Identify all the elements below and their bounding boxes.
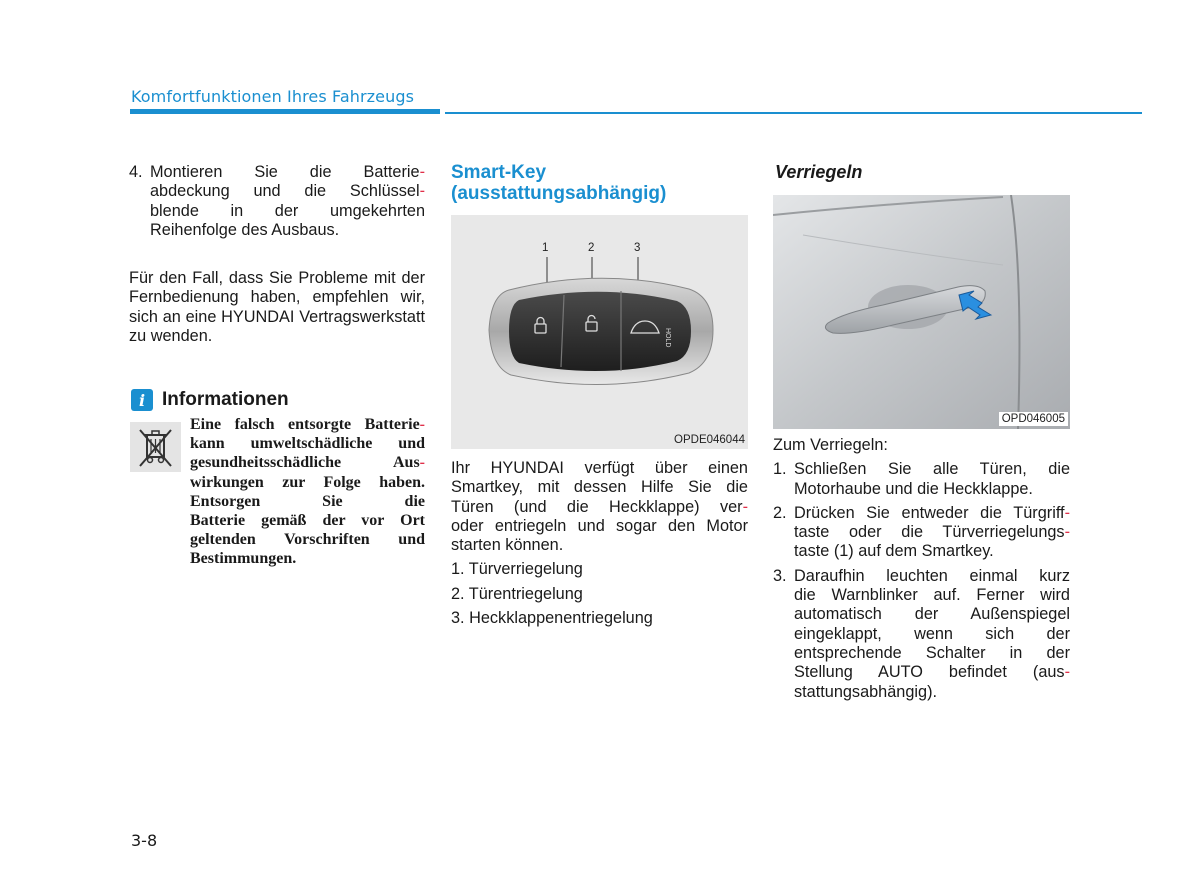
info-line: Batterie gemäß der vor Ort — [190, 512, 425, 530]
list-item: 1. Türverriegelung — [451, 560, 583, 579]
info-line: wirkungen zur Folge haben. — [190, 473, 425, 491]
smart-key-heading — [451, 162, 751, 204]
step-line: automatisch der Außenspiegel — [794, 605, 1070, 624]
header-rule-thick — [130, 109, 440, 114]
para-line: oder entriegeln und sogar den Motor — [451, 516, 748, 535]
hyphen-mark: - — [742, 497, 748, 516]
info-line: Eine falsch entsorgte Batterie — [190, 416, 420, 433]
para-line: starten können. — [451, 536, 564, 555]
intro-text: Zum Verriegeln: — [773, 436, 888, 454]
info-icon: i — [131, 389, 153, 411]
step-4-line-2: abdeckung und die Schlüssel — [150, 182, 420, 201]
header-rule-thin — [445, 112, 1142, 114]
step-4-line-4: Reihenfolge des Ausbaus. — [150, 220, 340, 239]
step-4 — [129, 163, 425, 240]
hyphen-mark: - — [1064, 503, 1070, 522]
step-line: Drücken Sie entweder die Türgriff — [794, 503, 1065, 522]
problem-paragraph: Für den Fall, dass Sie Probleme mit der Fernbedienung haben, empfehlen wir, sich an eine HYUNDAI Vertragswerkstatt zu wenden. — [129, 269, 425, 346]
para-line: Türen (und die Heckklappe) ver — [451, 497, 743, 516]
step-line: Schließen Sie alle Türen, die — [794, 460, 1070, 479]
column-left — [129, 163, 425, 346]
step-number: 1. — [773, 460, 787, 479]
step-line: entsprechende Schalter in der — [794, 643, 1070, 662]
door-handle-figure — [773, 195, 1070, 429]
column-middle — [451, 459, 748, 628]
step-2 — [773, 504, 1070, 562]
para-line: Ihr HYUNDAI verfügt über einen — [451, 459, 748, 477]
smart-key-paragraph — [451, 459, 748, 555]
info-heading — [131, 389, 289, 411]
step-line: taste (1) auf dem Smartkey. — [794, 542, 994, 561]
info-line: geltenden Vorschriften und — [190, 531, 425, 549]
info-line: Bestimmungen. — [190, 550, 297, 568]
callout-1: 1 — [542, 242, 549, 254]
para-line: Smartkey, mit dessen Hilfe Sie die — [451, 478, 748, 497]
step-1 — [773, 460, 1070, 499]
step-number: 2. — [773, 503, 787, 522]
step-line: taste oder die Türverriegelungs — [794, 523, 1065, 542]
step-4-line-3: blende in der umgekehrten — [150, 201, 425, 220]
list-item: 3. Heckklappenentriegelung — [451, 609, 653, 628]
crossed-bin-icon — [130, 422, 181, 472]
step-line: Daraufhin leuchten einmal kurz — [794, 566, 1070, 585]
step-line: Stellung AUTO befindet (aus — [794, 663, 1065, 682]
hyphen-mark: - — [1064, 663, 1070, 682]
step-number: 3. — [773, 566, 787, 585]
column-right — [773, 436, 1070, 702]
info-line: gesundheitsschädliche Aus — [190, 454, 420, 472]
hyphen-mark: - — [419, 454, 425, 472]
step-line: stattungsabhängig). — [794, 682, 938, 701]
verriegeln-heading: Verriegeln — [775, 162, 863, 182]
callout-2: 2 — [588, 242, 595, 254]
step-text — [794, 460, 1070, 499]
hold-label: HOLD — [664, 328, 671, 348]
list-item: 2. Türentriegelung — [451, 584, 583, 603]
smart-key-figure — [451, 215, 748, 449]
smart-key-title-line-2: (ausstattungsabhängig) — [451, 183, 667, 204]
figure-code: OPD046005 — [999, 412, 1068, 426]
figure-code: OPDE046044 — [674, 434, 745, 446]
info-line: Entsorgen Sie die — [190, 492, 425, 510]
hyphen-mark: - — [419, 163, 425, 181]
info-title: Informationen — [162, 389, 289, 410]
hyphen-mark: - — [419, 182, 425, 201]
step-3 — [773, 567, 1070, 702]
step-line: eingeklappt, wenn sich der — [794, 624, 1070, 643]
step-text — [794, 567, 1070, 702]
hyphen-mark: - — [419, 416, 425, 433]
step-text — [794, 504, 1070, 562]
step-4-number: 4. — [129, 163, 143, 181]
info-text — [190, 415, 425, 569]
info-line: kann umweltschädliche und — [190, 435, 425, 453]
step-4-line-1: Montieren Sie die Batterie — [150, 163, 420, 181]
step-line: die Warnblinker auf. Ferner wird — [794, 586, 1070, 605]
page-number: 3-8 — [131, 831, 158, 850]
hyphen-mark: - — [1064, 523, 1070, 542]
callout-3: 3 — [634, 242, 641, 254]
smart-key-title-line-1: Smart-Key — [451, 162, 547, 183]
step-4-text — [150, 163, 425, 240]
step-line: Motorhaube und die Heckklappe. — [794, 479, 1033, 498]
section-header: Komfortfunktionen Ihres Fahrzeugs — [131, 87, 415, 106]
